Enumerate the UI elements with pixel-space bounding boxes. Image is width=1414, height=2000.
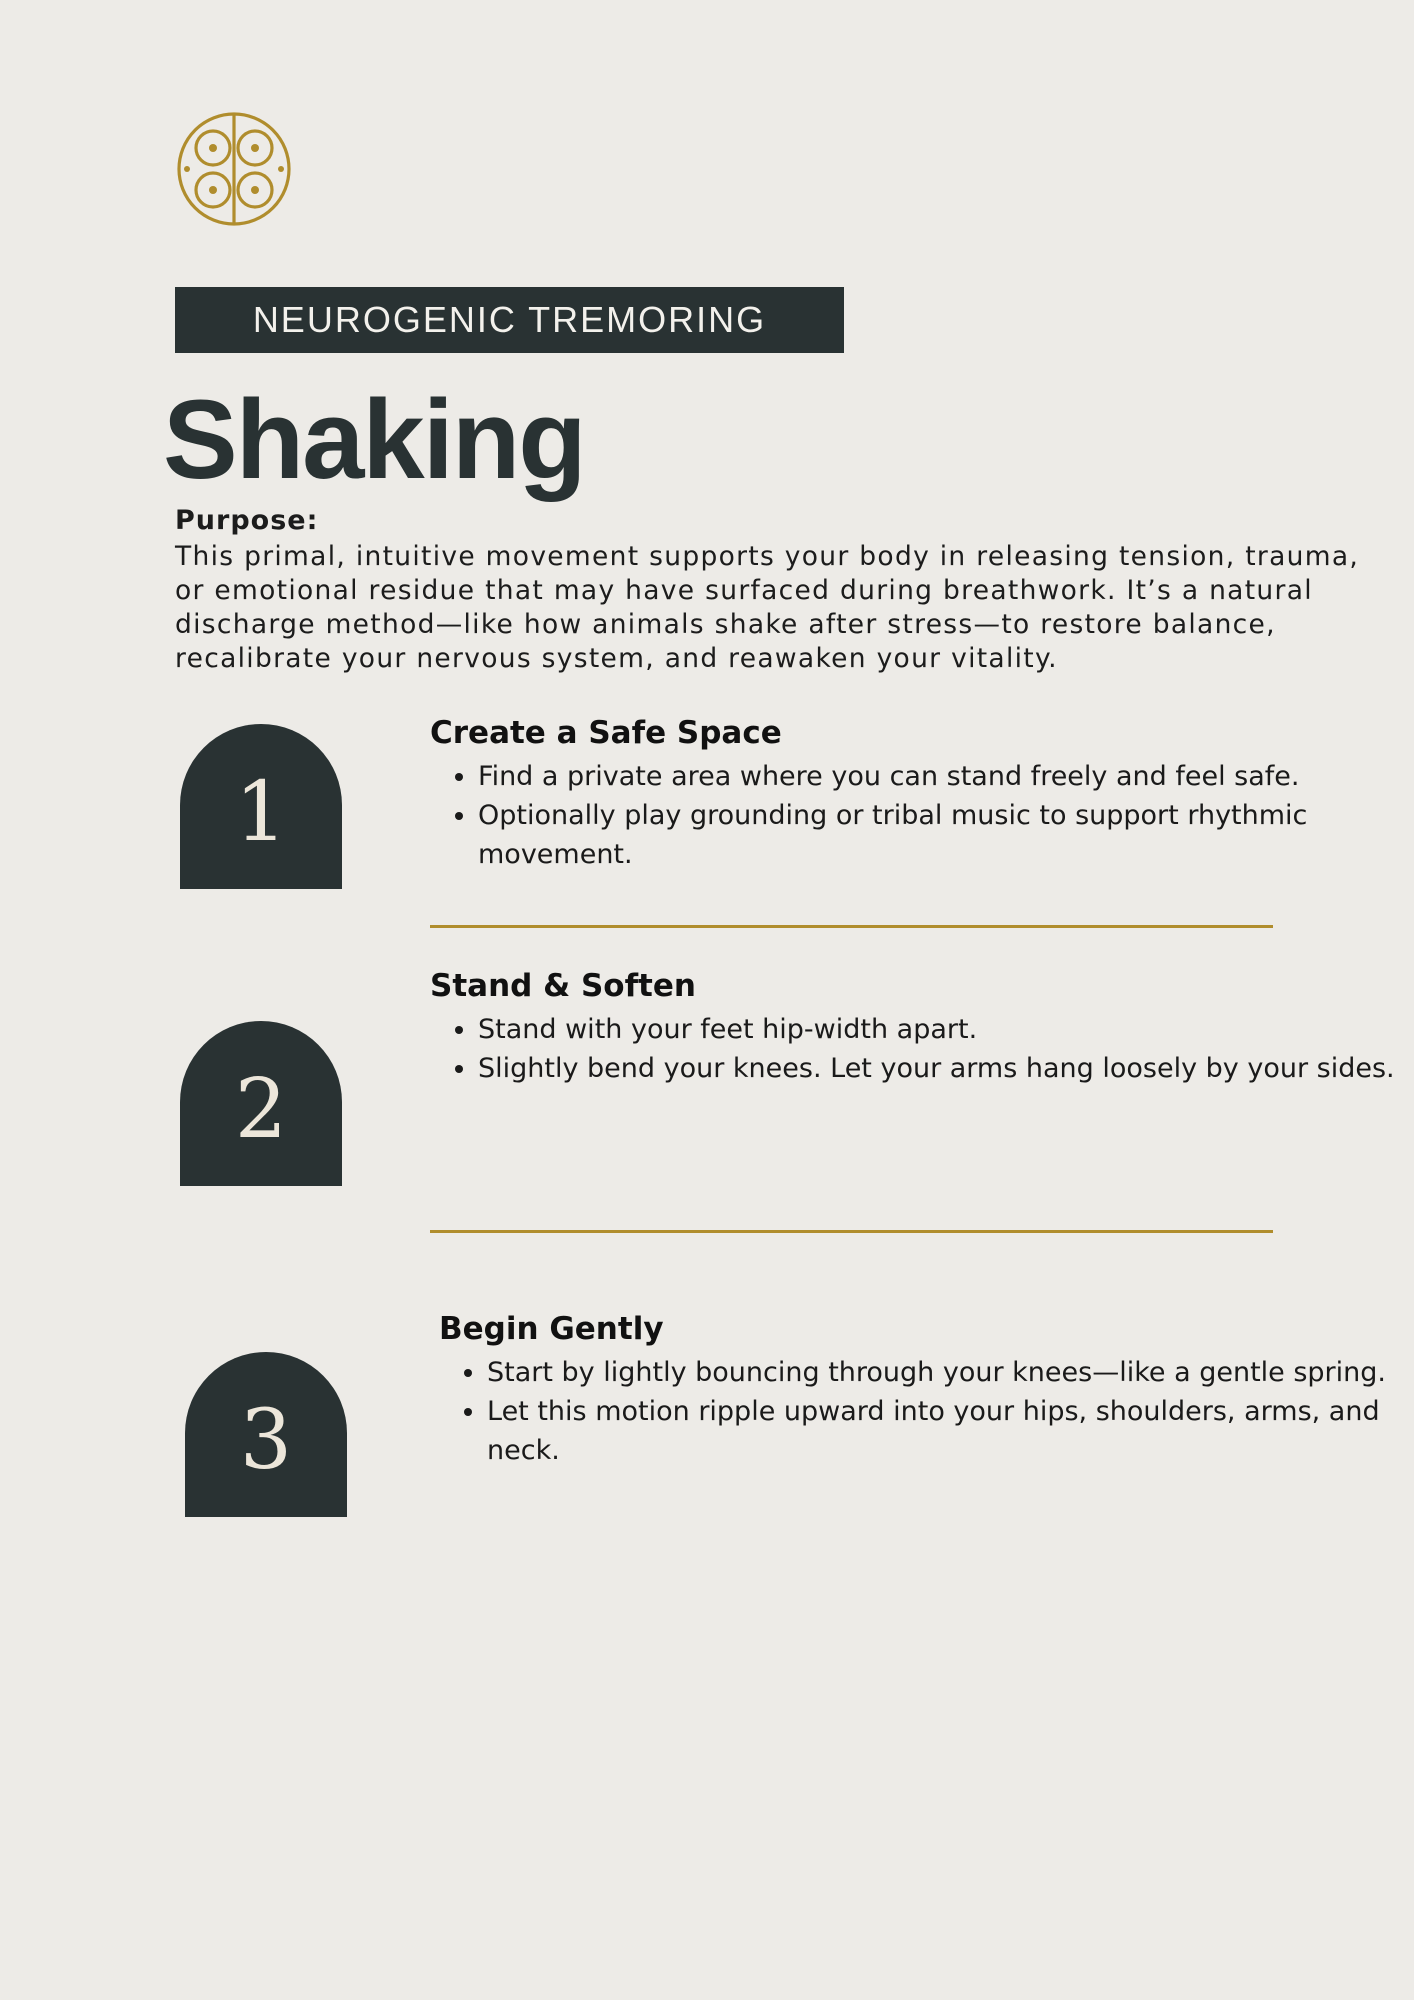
purpose-text: This primal, intuitive movement supports your body in releasing tension, trauma, or emotional residue that may have surfaced during breathwork. It’s a natural discharge method—like how animals shake after stress—to restore balance, recalibrate your nervous system, and reawaken your vitality. (175, 541, 1360, 674)
step-heading: Create a Safe Space (430, 715, 782, 751)
step-number-badge (180, 1021, 342, 1186)
step-number: 3 (239, 1393, 293, 1488)
step-number: 1 (234, 765, 288, 860)
purpose-label: Purpose: (175, 505, 319, 536)
step-bullet: • Let this motion ripple upward into your hips, shoulders, arms, and neck. (487, 1392, 1414, 1470)
step-bullet: • Find a private area where you can stand freely and feel safe. (478, 757, 1414, 796)
divider-line (430, 925, 1273, 928)
step-heading: Begin Gently (439, 1311, 664, 1347)
step-1 (430, 715, 1414, 874)
step-number-badge (185, 1352, 347, 1517)
step-3 (439, 1311, 1414, 1470)
ornamental-logo-icon (175, 110, 293, 228)
step-bullet: • Optionally play grounding or tribal music to support rhythmic movement. (478, 796, 1414, 874)
step-number: 2 (234, 1062, 288, 1157)
step-bullet: • Start by lightly bouncing through your knees—like a gentle spring. (487, 1353, 1414, 1392)
page-title: Shaking (163, 377, 585, 502)
step-bullet: • Stand with your feet hip-width apart. (478, 1010, 1414, 1049)
step-heading: Stand & Soften (430, 968, 696, 1004)
category-banner: NEUROGENIC TREMORING (175, 287, 844, 353)
divider-line (430, 1230, 1273, 1233)
step-number-badge (180, 724, 342, 889)
step-bullet: • Slightly bend your knees. Let your arms hang loosely by your sides. (478, 1049, 1414, 1088)
step-2 (430, 968, 1414, 1088)
